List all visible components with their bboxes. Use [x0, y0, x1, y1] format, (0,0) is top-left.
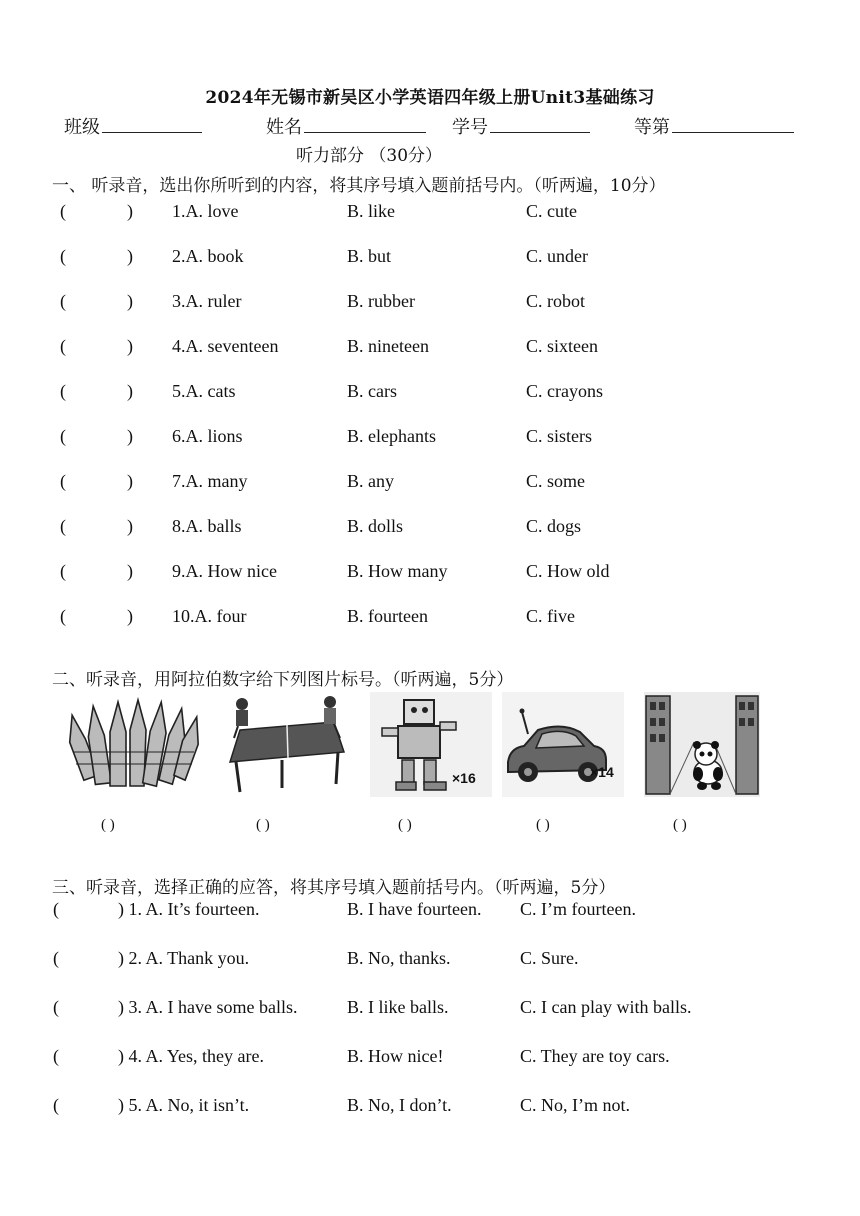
option-b: B. No, thanks.: [347, 948, 451, 968]
class-field[interactable]: [64, 113, 202, 139]
option-c: C. How old: [526, 561, 610, 581]
robot-quantity-label: ×16: [452, 770, 476, 786]
answer-bracket-open[interactable]: (: [60, 606, 66, 626]
option-a: ) 5. A. No, it isn’t.: [118, 1095, 250, 1115]
answer-bracket-close[interactable]: ): [127, 381, 133, 401]
option-a: 6.A. lions: [172, 426, 243, 446]
class-blank[interactable]: [102, 114, 202, 133]
list-item: [0, 561, 860, 585]
option-c: C. crayons: [526, 381, 603, 401]
option-c: C. some: [526, 471, 586, 491]
list-item: [0, 948, 860, 972]
list-item: [0, 246, 860, 270]
option-b: B. like: [347, 201, 395, 221]
list-item: [0, 471, 860, 495]
option-b: B. I have fourteen.: [347, 899, 482, 919]
grade-field[interactable]: [634, 113, 794, 139]
option-a: 4.A. seventeen: [172, 336, 279, 356]
list-item: [0, 291, 860, 315]
list-item: [0, 997, 860, 1021]
answer-bracket-close[interactable]: ): [127, 516, 133, 536]
option-a: 1.A. love: [172, 201, 239, 221]
answer-bracket-open[interactable]: (: [60, 381, 66, 401]
option-c: C. cute: [526, 201, 577, 221]
option-b: B. I like balls.: [347, 997, 449, 1017]
picture5-answer-bracket[interactable]: ( ): [673, 817, 687, 833]
toy-car-icon: [502, 692, 624, 797]
answer-bracket-close[interactable]: ): [127, 246, 133, 266]
answer-bracket-close[interactable]: ): [127, 426, 133, 446]
option-b: B. elephants: [347, 426, 436, 446]
answer-bracket-open[interactable]: (: [53, 997, 59, 1017]
option-b: B. rubber: [347, 291, 415, 311]
option-b: B. but: [347, 246, 392, 266]
picture1-answer-bracket[interactable]: ( ): [101, 817, 115, 833]
list-item: [0, 201, 860, 225]
option-a: 7.A. many: [172, 471, 248, 491]
option-c: C. Sure.: [520, 948, 579, 968]
option-b: B. How nice!: [347, 1046, 444, 1066]
answer-bracket-open[interactable]: (: [53, 948, 59, 968]
picture4-answer-bracket[interactable]: ( ): [536, 817, 550, 833]
option-a: 8.A. balls: [172, 516, 242, 536]
list-item: [0, 336, 860, 360]
option-a: 3.A. ruler: [172, 291, 242, 311]
option-c: C. robot: [526, 291, 586, 311]
option-a: 2.A. book: [172, 246, 244, 266]
option-a: ) 2. A. Thank you.: [118, 948, 250, 968]
answer-bracket-close[interactable]: ): [127, 201, 133, 221]
option-c: C. They are toy cars.: [520, 1046, 670, 1066]
section3-heading: 三、听录音，选择正确的应答，将其序号填入题前括号内。（听两遍，5分）: [52, 878, 616, 898]
option-c: C. sixteen: [526, 336, 598, 356]
list-item: [0, 381, 860, 405]
name-blank[interactable]: [304, 114, 426, 133]
answer-bracket-open[interactable]: (: [60, 336, 66, 356]
list-item: [0, 606, 860, 630]
answer-bracket-open[interactable]: (: [60, 471, 66, 491]
answer-bracket-close[interactable]: ): [127, 336, 133, 356]
crayons-icon: [64, 692, 204, 797]
car-quantity-label: ×14: [590, 764, 614, 780]
option-a: 10.A. four: [172, 606, 247, 626]
option-b: B. any: [347, 471, 394, 491]
answer-bracket-open[interactable]: (: [53, 899, 59, 919]
option-b: B. dolls: [347, 516, 404, 536]
option-b: B. fourteen: [347, 606, 428, 626]
list-item: [0, 899, 860, 923]
option-c: C. under: [526, 246, 588, 266]
number-field[interactable]: [452, 113, 590, 139]
name-label: 姓名: [266, 117, 302, 138]
answer-bracket-open[interactable]: (: [60, 246, 66, 266]
option-c: C. I’m fourteen.: [520, 899, 636, 919]
answer-bracket-close[interactable]: ): [127, 471, 133, 491]
listening-section-title: 听力部分 （30分）: [296, 146, 443, 166]
class-label: 班级: [64, 117, 100, 138]
option-c: C. No, I’m not.: [520, 1095, 630, 1115]
answer-bracket-close[interactable]: ): [127, 561, 133, 581]
option-c: C. dogs: [526, 516, 582, 536]
robot-icon: [370, 692, 492, 797]
number-label: 学号: [452, 117, 488, 138]
answer-bracket-close[interactable]: ): [127, 606, 133, 626]
option-c: C. sisters: [526, 426, 593, 446]
panda-icon: [644, 692, 760, 797]
table-tennis-icon: [222, 692, 352, 797]
answer-bracket-open[interactable]: (: [60, 291, 66, 311]
answer-bracket-close[interactable]: ): [127, 291, 133, 311]
option-a: 9.A. How nice: [172, 561, 277, 581]
option-b: B. How many: [347, 561, 448, 581]
answer-bracket-open[interactable]: (: [60, 201, 66, 221]
option-c: C. five: [526, 606, 575, 626]
option-a: 5.A. cats: [172, 381, 236, 401]
list-item: [0, 1095, 860, 1119]
picture3-answer-bracket[interactable]: ( ): [398, 817, 412, 833]
option-a: ) 4. A. Yes, they are.: [118, 1046, 264, 1066]
number-blank[interactable]: [490, 114, 590, 133]
worksheet-title: 2024年无锡市新吴区小学英语四年级上册Unit3基础练习: [205, 88, 655, 108]
list-item: [0, 1046, 860, 1070]
grade-blank[interactable]: [672, 114, 794, 133]
answer-bracket-open[interactable]: (: [60, 561, 66, 581]
section2-heading: 二、听录音，用阿拉伯数字给下列图片标号。（听两遍，5分）: [52, 670, 514, 690]
option-b: B. nineteen: [347, 336, 429, 356]
section1-heading: 一、 听录音，选出你所听到的内容，将其序号填入题前括号内。（听两遍，10分）: [52, 176, 666, 196]
answer-bracket-open[interactable]: (: [53, 1046, 59, 1066]
picture2-answer-bracket[interactable]: ( ): [256, 817, 270, 833]
grade-label: 等第: [634, 117, 670, 138]
option-c: C. I can play with balls.: [520, 997, 692, 1017]
option-b: B. No, I don’t.: [347, 1095, 452, 1115]
answer-bracket-open[interactable]: (: [53, 1095, 59, 1115]
answer-bracket-open[interactable]: (: [60, 516, 66, 536]
option-b: B. cars: [347, 381, 397, 401]
option-a: ) 1. A. It’s fourteen.: [118, 899, 260, 919]
student-info-row: [64, 113, 804, 139]
list-item: [0, 426, 860, 450]
option-a: ) 3. A. I have some balls.: [118, 997, 298, 1017]
answer-bracket-open[interactable]: (: [60, 426, 66, 446]
name-field[interactable]: [266, 113, 426, 139]
list-item: [0, 516, 860, 540]
